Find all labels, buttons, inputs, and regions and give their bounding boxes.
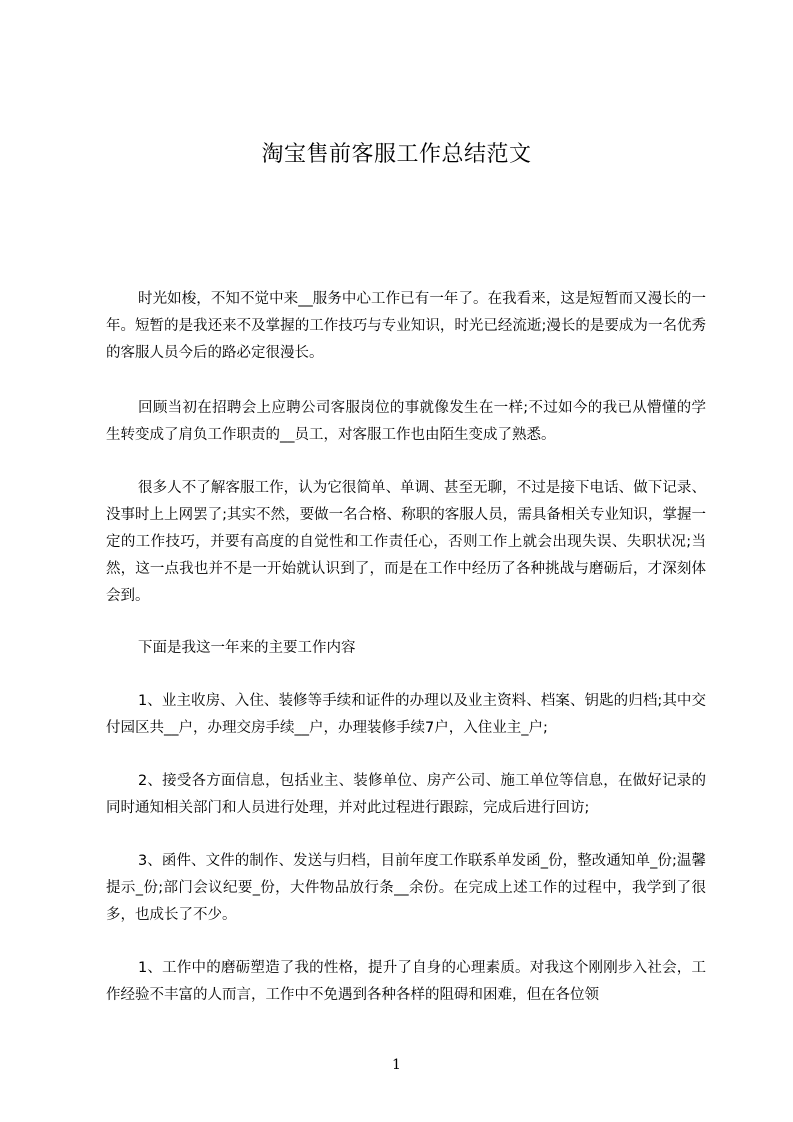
- paragraph-work-heading: 下面是我这一年来的主要工作内容: [138, 640, 356, 656]
- page-number: 1: [392, 1057, 401, 1073]
- paragraph-gain-item-1: 1、工作中的磨砺塑造了我的性格，提升了自身的心理素质。对我这个刚刚步入社会，工作经验不丰富的人而言，工作中不免遇到各种各样的阻碍和困难，但在各位领: [106, 960, 706, 1003]
- paragraph-understanding: 很多人不了解客服工作，认为它很简单、单调、甚至无聊，不过是接下电话、做下记录、没事时上上网罢了;其实不然，要做一名合格、称职的客服人员，需具备相关专业知识，掌握一定的工作技巧，并要有高度的自觉性和工作责任心，否则工作上就会出现失误、失职状况;当然，这一点我也并不是一开始就认识到了，而是在工作中经历了各种挑战与磨砺后，才深刻体会到。: [106, 480, 706, 604]
- paragraph-intro: 时光如梭，不知不觉中来__服务中心工作已有一年了。在我看来，这是短暂而又漫长的一年。短暂的是我还来不及掌握的工作技巧与专业知识，时光已经流逝;漫长的是要成为一名优秀的客服人员今后的路必定很漫长。: [106, 291, 706, 361]
- paragraph-review: 回顾当初在招聘会上应聘公司客服岗位的事就像发生在一样;不过如今的我已从懵懂的学生转变成了肩负工作职责的__员工，对客服工作也由陌生变成了熟悉。: [106, 400, 706, 443]
- page-title: 淘宝售前客服工作总结范文: [261, 142, 532, 167]
- paragraph-work-item-1: 1、业主收房、入住、装修等手续和证件的办理以及业主资料、档案、钥匙的归档;其中交付园区共__户，办理交房手续__户，办理装修手续7户，入住业主_户;: [106, 693, 706, 736]
- paragraph-work-item-2: 2、接受各方面信息，包括业主、装修单位、房产公司、施工单位等信息，在做好记录的同时通知相关部门和人员进行处理，并对此过程进行跟踪，完成后进行回访;: [106, 773, 706, 816]
- paragraph-work-item-3: 3、函件、文件的制作、发送与归档，目前年度工作联系单发函_份，整改通知单_份;温馨提示_份;部门会议纪要_份，大件物品放行条__余份。在完成上述工作的过程中，我学到了很多，也成长了不少。: [106, 853, 706, 923]
